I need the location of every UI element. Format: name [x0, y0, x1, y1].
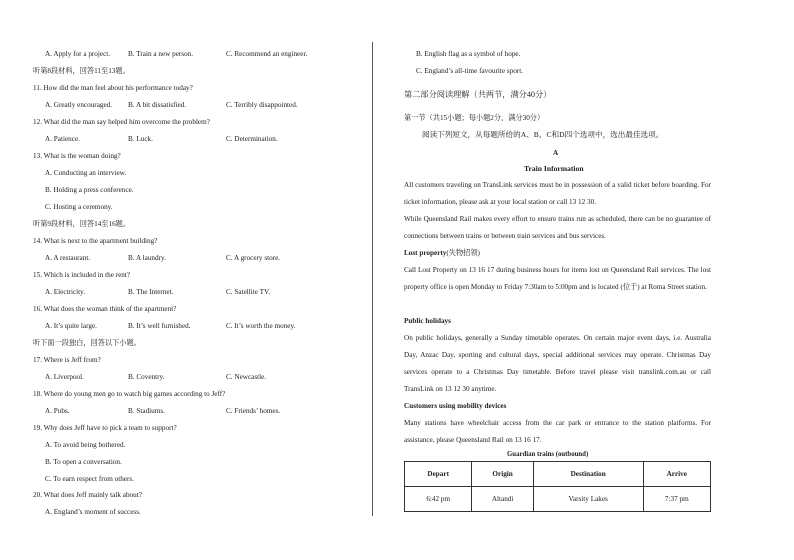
q10-option-c: C. Recommend an engineer.	[226, 50, 308, 58]
question-17: 17. Where is Jeff from?	[33, 356, 101, 364]
section-instruction-17-20: 听下面一段独白，回答以下小题。	[33, 339, 141, 347]
passage-letter: A	[553, 149, 559, 157]
paragraph-connections: While Queensland Rail makes every effort to ensure trains run as scheduled, there can be no guarantee of connections between trains or between train services and bus services.	[404, 215, 711, 240]
q13-option-a: A. Conducting an interview.	[45, 169, 127, 177]
q18-option-c: C. Friends’ homes.	[226, 407, 281, 415]
q15-option-b: B. The Internet.	[128, 288, 174, 296]
table-row	[405, 487, 711, 512]
q12-option-b: B. Luck.	[128, 135, 153, 143]
section-instruction-11-13: 听第8段材料，回答11至13题。	[33, 67, 130, 75]
q20-option-a: A. England’s moment of success.	[45, 508, 141, 516]
q17-option-a: A. Liverpool.	[45, 373, 84, 381]
q11-option-c: C. Terribly disappointed.	[226, 101, 298, 109]
header-arrive: Arrive	[643, 462, 710, 487]
q16-option-c: C. It’s worth the money.	[226, 322, 296, 330]
q19-option-a: A. To avoid being bothered.	[45, 441, 126, 449]
paragraph-mobility: Many stations have wheelchair access from the car park or entrance to the station platforms. For assistance, please Queensland Rail on 13 16 17.	[404, 419, 711, 444]
question-14: 14. What is next to the apartment building?	[33, 237, 158, 245]
q11-option-a: A. Greatly encouraged.	[45, 101, 113, 109]
section-one-heading: 第一节（共15小题；每小题2分，满分30分）	[404, 114, 545, 122]
lost-property-heading-en: Lost property	[404, 249, 447, 257]
cell-origin: Altandi	[472, 487, 533, 512]
cell-depart: 6:42 pm	[405, 487, 472, 512]
q14-option-c: C. A grocery store.	[226, 254, 281, 262]
table-header-row	[405, 462, 711, 487]
q13-option-c: C. Hosting a ceremony.	[45, 203, 113, 211]
q16-option-a: A. It’s quite large.	[45, 322, 97, 330]
q19-option-b: B. To open a conversation.	[45, 458, 122, 466]
q20-option-b: B. English flag as a symbol of hope.	[416, 50, 521, 58]
q15-option-c: C. Satellite TV.	[226, 288, 271, 296]
q14-option-b: B. A laundry.	[128, 254, 166, 262]
section-instruction-14-16: 听第9段材料，回答14至16题。	[33, 220, 131, 228]
q12-option-a: A. Patience.	[45, 135, 80, 143]
cell-destination: Varsity Lakes	[533, 487, 643, 512]
paragraph-lost-property: Call Lost Property on 13 16 17 during business hours for items lost on Queensland Rail services. The lost property office is open Monday to Friday 7:30am to 5:00pm and is located (位于) at Roma Street station.	[404, 266, 711, 291]
question-16: 16. What does the woman think of the apartment?	[33, 305, 177, 313]
q16-option-b: B. It’s well furnished.	[128, 322, 191, 330]
q20-option-c: C. England’s all-time favourite sport.	[416, 67, 523, 75]
q12-option-c: C. Determination.	[226, 135, 278, 143]
q11-option-b: B. A bit dissatisfied.	[128, 101, 187, 109]
paragraph-ticket: All customers traveling on TransLink services must be in possession of a valid ticket before boarding. For ticket information, please ask at your local station or call 13 12 30.	[404, 181, 711, 206]
question-15: 15. Which is included in the rent?	[33, 271, 131, 279]
part-two-title: 第二部分阅读理解（共两节，满分40分）	[404, 90, 552, 99]
table-caption: Guardian trains (outbound)	[507, 451, 589, 458]
q14-option-a: A. A restaurant.	[45, 254, 91, 262]
question-18: 18. Where do young men go to watch big games according to Jeff?	[33, 390, 226, 398]
reading-instruction: 阅读下列短文，从每题所给的A、B、C和D四个选项中，选出最佳选项。	[422, 130, 664, 139]
header-depart: Depart	[405, 462, 472, 487]
header-origin: Origin	[472, 462, 533, 487]
question-13: 13. What is the woman doing?	[33, 152, 121, 160]
public-holidays-heading: Public holidays	[404, 317, 451, 325]
q17-option-c: C. Newcastle.	[226, 373, 267, 381]
column-divider	[372, 42, 373, 516]
q18-option-a: A. Pubs.	[45, 407, 70, 415]
q10-option-b: B. Train a new person.	[128, 50, 194, 58]
lost-property-heading-cn: (失物招领)	[446, 249, 480, 257]
passage-title: Train Information	[524, 164, 584, 173]
q15-option-a: A. Electricity.	[45, 288, 86, 296]
cell-arrive: 7:37 pm	[643, 487, 710, 512]
question-19: 19. Why does Jeff have to pick a team to support?	[33, 424, 177, 432]
question-12: 12. What did the man say helped him overcome the problem?	[33, 118, 210, 126]
q17-option-b: B. Coventry.	[128, 373, 165, 381]
train-timetable	[404, 461, 711, 512]
header-destination: Destination	[533, 462, 643, 487]
q13-option-b: B. Holding a press conference.	[45, 186, 134, 194]
q10-option-a: A. Apply for a project.	[45, 50, 111, 58]
question-20: 20. What does Jeff mainly talk about?	[33, 491, 142, 499]
lost-property-heading	[404, 248, 480, 258]
q19-option-c: C. To earn respect from others.	[45, 475, 134, 483]
mobility-heading: Customers using mobility devices	[404, 402, 507, 410]
question-11: 11. How did the man feel about his performance today?	[33, 84, 193, 92]
paragraph-public-holidays: On public holidays, generally a Sunday timetable operates. On certain major event days, i.e. Australia Day, Anzac Day, sporting and cultural days, special additional services may operate. Christmas Day services operate to a Christmas Day timetable. Before travel please visit translink.com.au or call TransLink on 13 12 30 anytime.	[404, 334, 711, 393]
q18-option-b: B. Stadiums.	[128, 407, 165, 415]
